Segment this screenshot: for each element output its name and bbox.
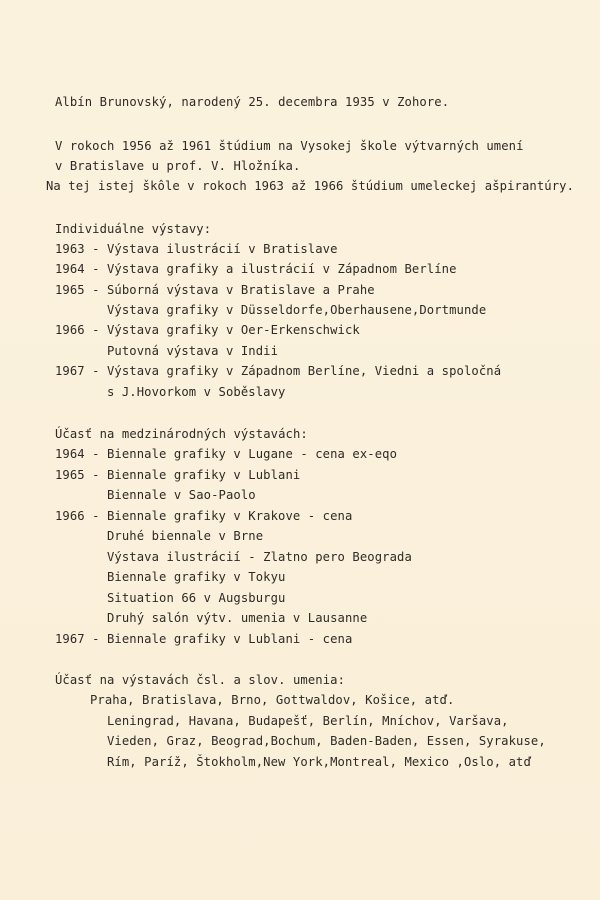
entry-year: 1964 -: [55, 262, 100, 276]
international-entry: [55, 508, 352, 524]
international-entry: [55, 569, 286, 585]
international-entry: [55, 610, 367, 626]
national-cities-line: Leningrad, Havana, Budapešť, Berlín, Mníchov, Varšava,: [107, 714, 509, 728]
entry-text: Súborná výstava v Bratislave a Prahe: [107, 283, 375, 297]
entry-text: s J.Hovorkom v Soběslavy: [107, 385, 286, 399]
national-exhibitions-title: Účasť na výstavách čsl. a slov. umenia:: [55, 673, 346, 687]
individual-entry: [55, 302, 486, 318]
entry-text: Výstava grafiky v Západnom Berlíne, Viedni a spoločná: [107, 364, 502, 378]
entry-text: Biennale grafiky v Lublani - cena: [107, 632, 353, 646]
individual-exhibitions-title: Individuálne výstavy:: [55, 222, 212, 236]
entry-year: 1963 -: [55, 242, 100, 256]
individual-entry: [55, 363, 501, 379]
entry-text: Druhý salón výtv. umenia v Lausanne: [107, 611, 368, 625]
entry-text: Výstava ilustrácií - Zlatno pero Beograda: [107, 550, 412, 564]
entry-text: Výstava grafiky v Düsseldorfe,Oberhausene,Dortmunde: [107, 303, 487, 317]
international-exhibitions-title: Účasť na medzinárodných výstavách:: [55, 427, 308, 441]
entry-year: 1965 -: [55, 283, 100, 297]
national-cities-line: Vieden, Graz, Beograd,Bochum, Baden-Baden, Essen, Syrakuse,: [107, 734, 546, 748]
international-entry: [55, 446, 397, 462]
entry-text: Výstava grafiky a ilustrácií v Západnom Berlíne: [107, 262, 457, 276]
entry-year: 1966 -: [55, 323, 100, 337]
international-entry: [55, 631, 352, 647]
entry-year: 1967 -: [55, 632, 100, 646]
international-entry: [55, 590, 286, 606]
individual-entry: [55, 322, 360, 338]
entry-text: Biennale grafiky v Lublani: [107, 468, 301, 482]
entry-text: Biennale grafiky v Krakove - cena: [107, 509, 353, 523]
entry-text: Druhé biennale v Brne: [107, 529, 264, 543]
studies-line-2: v Bratislave u prof. V. Hložníka.: [55, 159, 301, 173]
international-entry: [55, 487, 256, 503]
individual-entry: [55, 343, 278, 359]
international-entry: [55, 549, 412, 565]
entry-text: Situation 66 v Augsburgu: [107, 591, 286, 605]
entry-text: Biennale grafiky v Tokyu: [107, 570, 286, 584]
international-entry: [55, 528, 263, 544]
studies-line-3: Na tej istej škôle v rokoch 1963 až 1966 štúdium umeleckej ašpirantúry.: [46, 179, 575, 193]
individual-entry: [55, 282, 375, 298]
individual-entry: [55, 261, 457, 277]
national-cities-line: Praha, Bratislava, Brno, Gottwaldov, Košice, atď.: [90, 693, 455, 707]
entry-text: Výstava grafiky v Oer-Erkenschwick: [107, 323, 360, 337]
entry-text: Biennale v Sao-Paolo: [107, 488, 256, 502]
entry-year: 1965 -: [55, 468, 100, 482]
entry-text: Putovná výstava v Indii: [107, 344, 279, 358]
international-entry: [55, 467, 300, 483]
individual-entry: [55, 241, 338, 257]
studies-line-1: V rokoch 1956 až 1961 štúdium na Vysokej škole výtvarných umení: [55, 139, 524, 153]
individual-entry: [55, 384, 286, 400]
entry-year: 1966 -: [55, 509, 100, 523]
entry-year: 1964 -: [55, 447, 100, 461]
entry-year: 1967 -: [55, 364, 100, 378]
entry-text: Výstava ilustrácií v Bratislave: [107, 242, 338, 256]
entry-text: Biennale grafiky v Lugane - cena ex-eqo: [107, 447, 398, 461]
header-line: Albín Brunovský, narodený 25. decembra 1935 v Zohore.: [55, 95, 450, 109]
national-cities-line: Rím, Paríž, Štokholm,New York,Montreal, Mexico ,Oslo, atď: [107, 755, 531, 769]
